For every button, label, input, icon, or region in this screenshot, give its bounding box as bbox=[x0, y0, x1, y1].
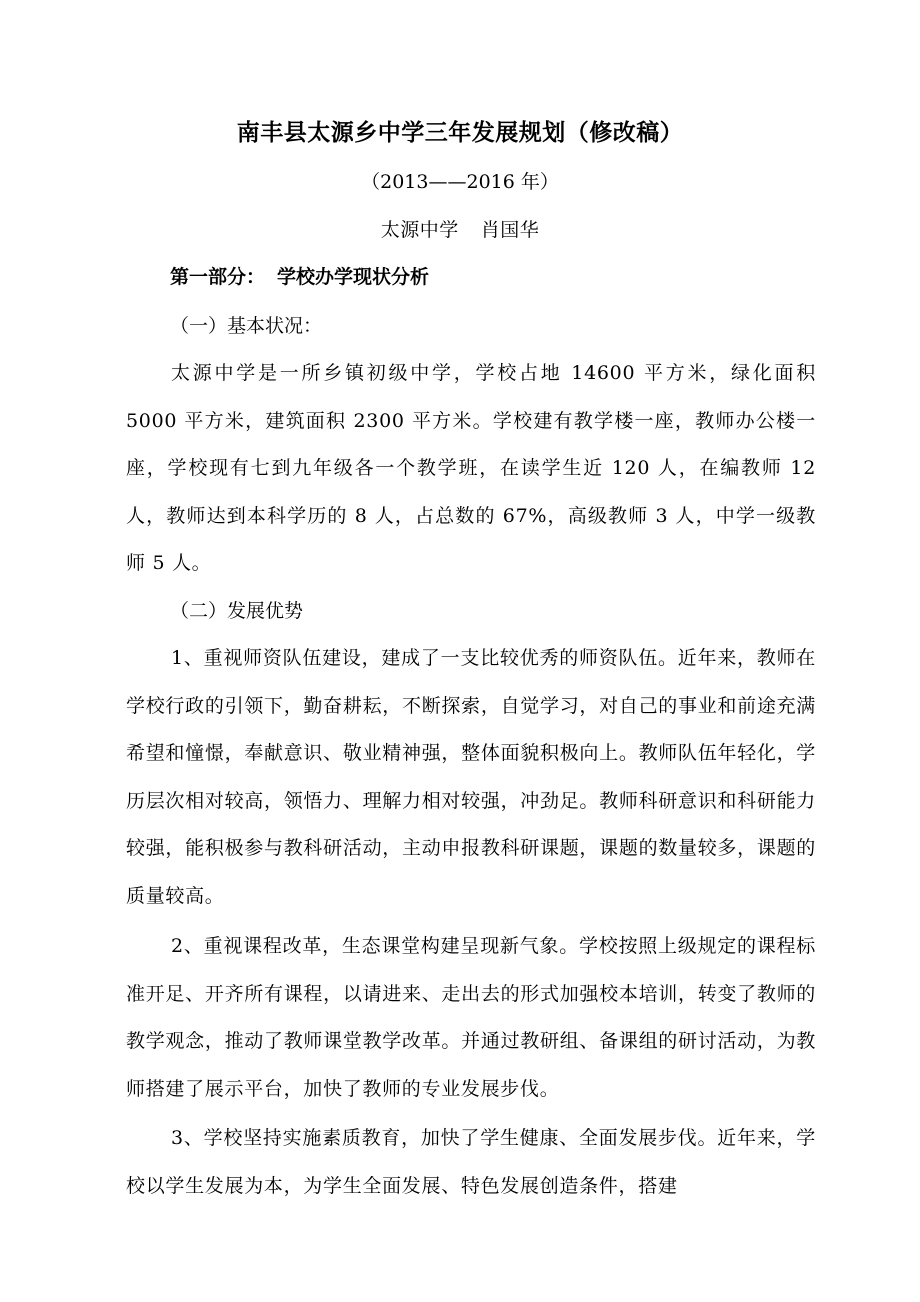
advantage-paragraph-1: 1、重视师资队伍建设，建成了一支比较优秀的师资队伍。近年来，教师在学校行政的引领下，勤奋耕耘，不断探索，自觉学习，对自己的事业和前途充满希望和憧憬，奉献意识、敬业精神强，整体面貌积极向上。教师队伍年轻化，学历层次相对较高，领悟力、理解力相对较强，冲劲足。教师科研意识和科研能力较强，能积极参与教科研活动，主动申报教科研课题，课题的数量较多，课题的质量较高。 bbox=[126, 647, 816, 907]
advantage-paragraph-3: 3、学校坚持实施素质教育，加快了学生健康、全面发展步伐。近年来，学校以学生发展为本，为学生全面发展、特色发展创造条件，搭建 bbox=[126, 1127, 816, 1197]
advantage-paragraph-2: 2、重视课程改革，生态课堂构建呈现新气象。学校按照上级规定的课程标准开足、开齐所有课程，以请进来、走出去的形式加强校本培训，转变了教师的教学观念，推动了教师课堂教学改革。并通过教研组、备课组的研讨活动，为教师搭建了展示平台，加快了教师的专业发展步伐。 bbox=[126, 935, 816, 1100]
advantages-heading: （二）发展优势 bbox=[170, 600, 304, 622]
part-one-title: 学校办学现状分析 bbox=[277, 266, 430, 288]
basic-status-heading: （一）基本状况： bbox=[170, 315, 323, 337]
school-name: 太源中学 bbox=[380, 219, 459, 241]
document-title: 南丰县太源乡中学三年发展规划（修改稿） bbox=[236, 120, 684, 146]
author-line bbox=[0, 210, 920, 250]
basic-status-paragraph: 太源中学是一所乡镇初级中学，学校占地 14600 平方米，绿化面积 5000 平方米，建筑面积 2300 平方米。学校建有教学楼一座，教师办公楼一座，学校现有七到九年级各一个教学班，在读学生近 120 人，在编教师 12 人，教师达到本科学历的 8 人，占总数的 67%，高级教师 3 人，中学一级教师 5 人。 bbox=[126, 362, 816, 574]
part-one-label: 第一部分： bbox=[170, 266, 266, 288]
author-name: 肖国华 bbox=[480, 219, 540, 241]
plan-years: （2013——2016 年） bbox=[361, 171, 559, 193]
part-one-heading bbox=[170, 257, 429, 297]
